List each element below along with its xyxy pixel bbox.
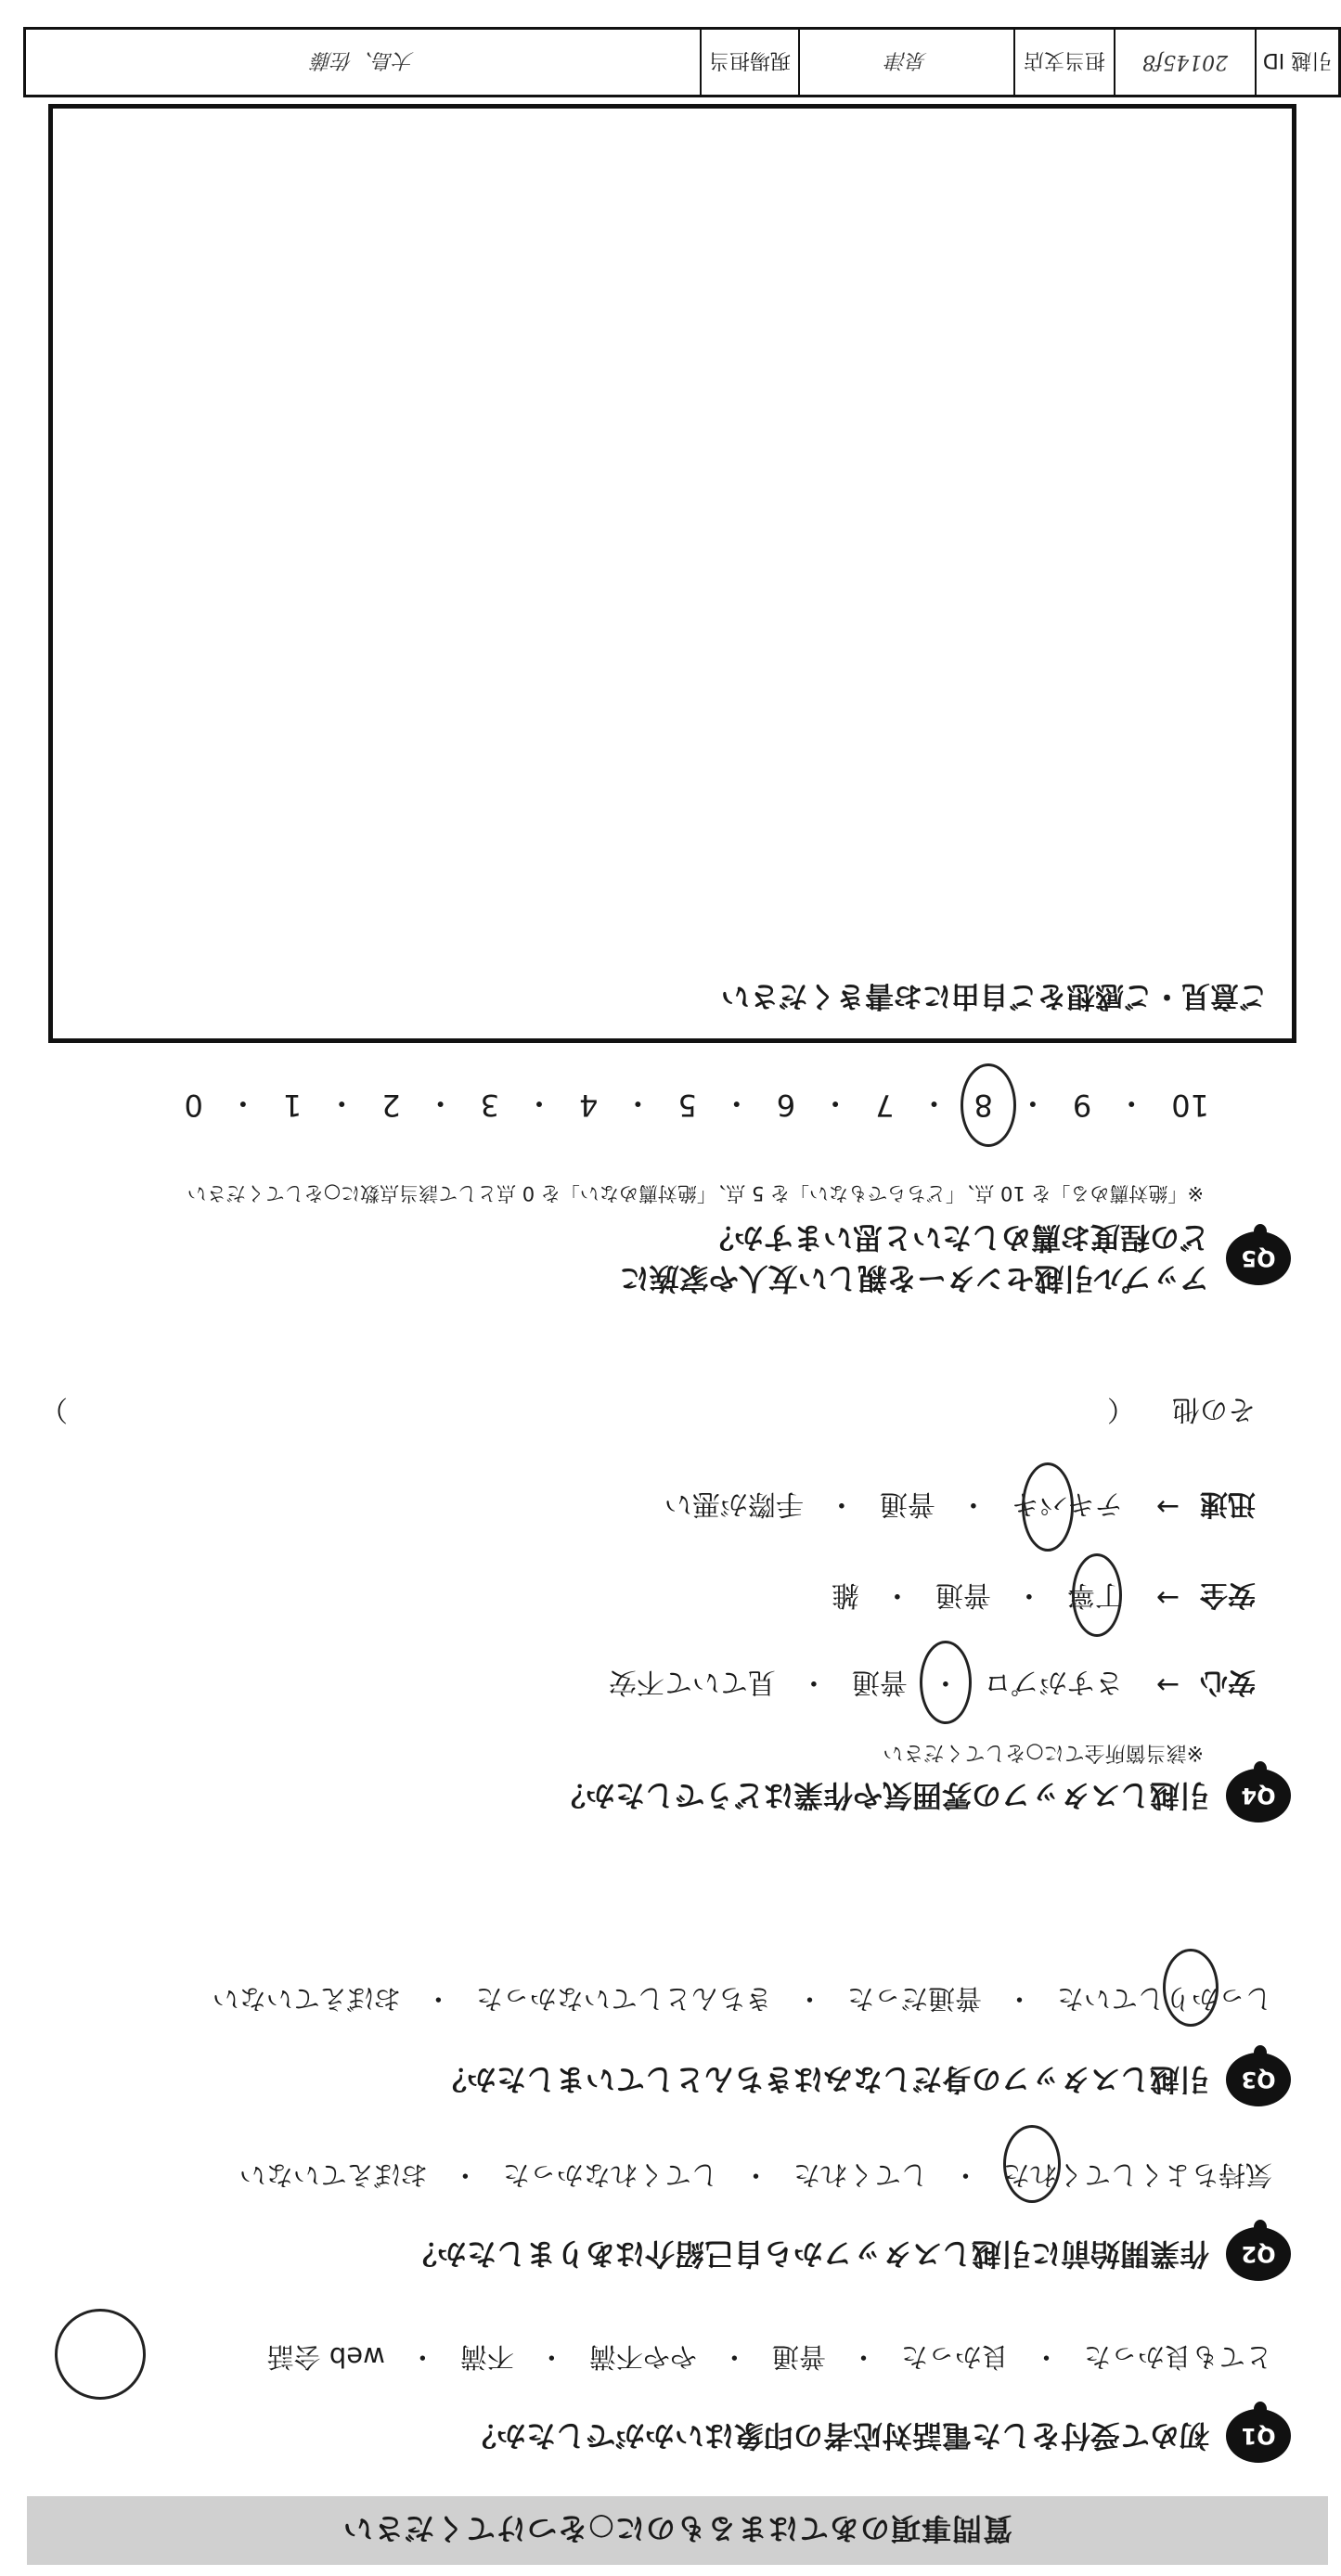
q3-option[interactable]: おぼえていない — [212, 1983, 401, 2015]
q4-other-close: ） — [40, 1393, 68, 1425]
q4-option[interactable]: 普通 — [879, 1488, 935, 1520]
q5-badge: Q5 — [1226, 1231, 1291, 1285]
q4-other-row — [40, 1392, 1256, 1433]
q4-anzen-answer-circle — [1072, 1553, 1122, 1637]
q3-option[interactable]: 普通だった — [846, 1983, 982, 2015]
q4-jinsoku-answer-circle — [1022, 1462, 1074, 1552]
q1-option[interactable]: 良かった — [900, 2341, 1009, 2373]
q3-options: しっかりしていた ・ 普通だった ・ きちんとしていなかった ・ おぼえていない — [213, 1981, 1272, 2019]
q4-row-label: 迅速 — [1200, 1488, 1256, 1520]
header-banner: 質問事項のあてはまるものに○をつけてください — [27, 2496, 1328, 2565]
q4-option[interactable]: テキパキ — [1011, 1488, 1123, 1520]
q4-option[interactable]: 普通 — [851, 1666, 908, 1698]
score-option[interactable]: 8 — [974, 1088, 993, 1123]
score-option[interactable]: 1 — [282, 1088, 303, 1123]
q4-option[interactable]: 丁寧 — [1066, 1578, 1123, 1611]
q1-option[interactable]: やや不満 — [588, 2341, 697, 2373]
id-table — [23, 27, 1341, 97]
q5-question-line1: アップル引越センターを親しい友人や家族に — [619, 1261, 1209, 1296]
q4-option[interactable]: 見ていて不安 — [608, 1666, 776, 1698]
q3-option[interactable]: きちんとしていなかった — [475, 1983, 772, 2015]
q4-option[interactable]: 雑 — [831, 1578, 859, 1611]
q2-question: 作業開始前に引越しスタッフから自己紹介はありましたか？ — [406, 2236, 1209, 2272]
q2-option[interactable]: 気持ちよくしてくれた — [1002, 2159, 1272, 2191]
score-option[interactable]: 7 — [875, 1088, 895, 1123]
comment-box-label: ご意見・ご感想をご自由にお書きください — [721, 979, 1268, 1012]
id-label: 引越 ID — [1255, 30, 1338, 95]
q1-option[interactable]: 不満 — [459, 2341, 514, 2373]
q1-question-row — [467, 2409, 1291, 2463]
arrow-icon: → — [1155, 1490, 1180, 1524]
q2-options: 気持ちよくしてくれた ・ してくれた ・ してくれなかった ・ おぼえていない — [239, 2157, 1272, 2196]
score-option[interactable]: 10 — [1171, 1088, 1209, 1123]
q4-option[interactable]: 手際が悪い — [664, 1488, 804, 1520]
score-option[interactable]: 4 — [579, 1088, 599, 1123]
comment-box[interactable] — [48, 104, 1296, 1043]
q4-anshin-answer-circle — [920, 1641, 972, 1724]
q4-note: ※該当箇所全てに○をしてください — [883, 1741, 1204, 1764]
leader-value: 大島、佐藤 — [312, 48, 415, 72]
branch-value: 泉津 — [798, 30, 1013, 95]
q3-answer-circle — [1163, 1949, 1219, 2027]
score-option[interactable]: 2 — [381, 1088, 401, 1123]
q5-question — [620, 1217, 1209, 1299]
q4-row-anzen: 安全 → 丁寧 ・ 普通 ・ 雑 — [832, 1578, 1256, 1618]
score-option[interactable]: 3 — [480, 1088, 500, 1123]
q2-option[interactable]: おぼえていない — [239, 2159, 428, 2191]
q1-option[interactable]: web 会話 — [266, 2341, 385, 2373]
branch-label: 担当支店 — [1013, 30, 1114, 95]
q1-option[interactable]: 普通 — [771, 2341, 826, 2373]
q4-badge: Q4 — [1226, 1769, 1291, 1823]
q5-answer-circle — [961, 1063, 1016, 1147]
q1-options: とても良かった ・ 良かった ・ 普通 ・ やや不満 ・ 不満 ・ web 会話 — [267, 2339, 1272, 2377]
id-value: 20145f8 — [1114, 30, 1255, 95]
q3-question-row — [437, 2053, 1291, 2106]
q4-option[interactable]: 普通 — [935, 1578, 991, 1611]
q3-question: 引越しスタッフの身だしなみはきちんとしていましたか？ — [436, 2062, 1209, 2097]
q1-option[interactable]: とても良かった — [1083, 2341, 1272, 2373]
q4-question-row — [556, 1769, 1291, 1823]
q4-other-open: （ — [1107, 1393, 1135, 1425]
q2-option[interactable]: してくれた — [793, 2159, 928, 2191]
arrow-icon: → — [1155, 1668, 1180, 1702]
q4-row-label: 安全 — [1200, 1578, 1256, 1611]
q5-scale: 10 ・ 9 ・ 8 ・ 7 ・ 6 ・ 5 ・ 4 ・ 3 ・ 2 ・ 1 ・ 0 — [184, 1086, 1209, 1123]
q3-badge: Q3 — [1226, 2053, 1291, 2106]
score-option[interactable]: 5 — [677, 1088, 697, 1123]
leader-label: 現場担当 — [700, 30, 798, 95]
score-option[interactable]: 0 — [184, 1088, 203, 1123]
q4-other-input[interactable] — [68, 1392, 1107, 1433]
q1-badge: Q1 — [1226, 2409, 1291, 2463]
q4-row-anshin: 安心 → さすがプロ ・ 普通 ・ 見ていて不安 — [609, 1665, 1256, 1706]
score-option[interactable]: 9 — [1072, 1088, 1092, 1123]
q4-other-label: その他 — [1172, 1393, 1256, 1425]
q2-option[interactable]: してくれなかった — [502, 2159, 718, 2191]
q5-question-row — [620, 1217, 1291, 1299]
q4-row-label: 安心 — [1200, 1666, 1256, 1698]
q4-row-jinsoku: 迅速 → テキパキ ・ 普通 ・ 手際が悪い — [664, 1487, 1256, 1527]
q1-answer-circle — [55, 2309, 146, 2400]
score-option[interactable]: 6 — [776, 1088, 796, 1123]
q2-answer-circle — [1003, 2125, 1061, 2203]
arrow-icon: → — [1155, 1581, 1180, 1615]
q3-option[interactable]: しっかりしていた — [1056, 1983, 1272, 2015]
q2-question-row — [407, 2227, 1291, 2281]
q2-badge: Q2 — [1226, 2227, 1291, 2281]
q5-note: ※「絶対薦める」を 10 点、「どちらでもない」を 5 点、「絶対薦めない」を 0 点として該当点数に○をしてください — [187, 1182, 1204, 1204]
q4-option[interactable]: さすがプロ — [983, 1666, 1123, 1698]
q5-question-line2: どの程度お薦めしたいと思いますか？ — [703, 1220, 1209, 1256]
q4-question: 引越しスタッフの雰囲気や作業はどうでしたか？ — [555, 1778, 1209, 1813]
q1-question: 初めて受付をした電話対応者の印象はいかがでしたか？ — [466, 2418, 1209, 2454]
